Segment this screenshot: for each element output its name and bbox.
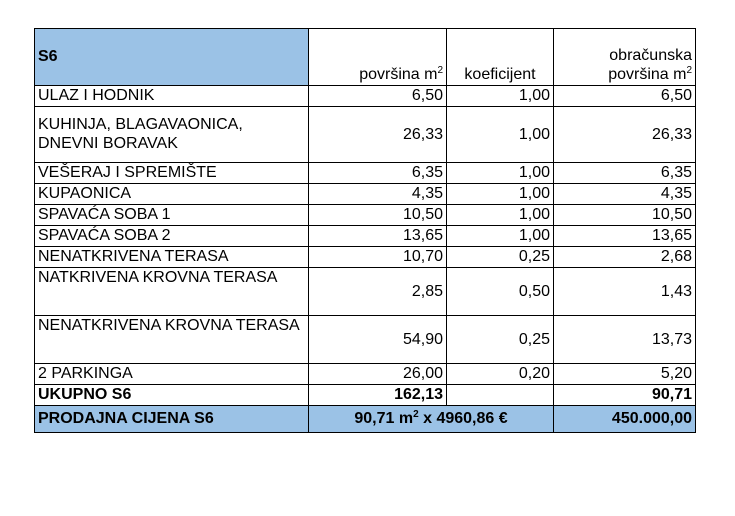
room-coefficient: 0,25	[447, 247, 554, 268]
room-name: SPAVAĆA SOBA 1	[35, 205, 309, 226]
room-name: SPAVAĆA SOBA 2	[35, 226, 309, 247]
room-calculated-area: 6,35	[554, 163, 696, 184]
room-area: 10,50	[309, 205, 447, 226]
room-area: 54,90	[309, 316, 447, 364]
total-row	[35, 385, 696, 406]
room-calculated-area: 5,20	[554, 364, 696, 385]
room-area: 13,65	[309, 226, 447, 247]
room-coefficient: 0,25	[447, 316, 554, 364]
total-area: 162,13	[309, 385, 447, 406]
total-calculated-area: 90,71	[554, 385, 696, 406]
room-name: ULAZ I HODNIK	[35, 86, 309, 107]
room-coefficient: 1,00	[447, 184, 554, 205]
price-row	[35, 406, 696, 433]
room-area: 2,85	[309, 268, 447, 316]
room-coefficient: 0,50	[447, 268, 554, 316]
room-coefficient: 1,00	[447, 226, 554, 247]
room-name: NATKRIVENA KROVNA TERASA	[35, 268, 309, 316]
table-title: S6	[35, 29, 309, 86]
room-coefficient: 0,20	[447, 364, 554, 385]
room-calculated-area: 26,33	[554, 107, 696, 163]
room-calculated-area: 1,43	[554, 268, 696, 316]
room-name: NENATKRIVENA TERASA	[35, 247, 309, 268]
col-header-area: površina $m^2$	[309, 29, 447, 86]
table-row	[35, 107, 696, 163]
room-name: KUPAONICA	[35, 184, 309, 205]
price-value: 450.000,00	[554, 406, 696, 433]
table-row	[35, 268, 696, 316]
room-calculated-area: 6,50	[554, 86, 696, 107]
room-name: VEŠERAJ I SPREMIŠTE	[35, 163, 309, 184]
room-calculated-area: 4,35	[554, 184, 696, 205]
header-row	[35, 29, 696, 86]
room-calculated-area: 10,50	[554, 205, 696, 226]
table-row	[35, 364, 696, 385]
col-header-coefficient: koeficijent	[447, 29, 554, 86]
room-area: 26,33	[309, 107, 447, 163]
room-calculated-area: 2,68	[554, 247, 696, 268]
area-table	[34, 28, 696, 433]
table-row	[35, 316, 696, 364]
room-coefficient: 1,00	[447, 86, 554, 107]
room-calculated-area: 13,65	[554, 226, 696, 247]
table-row	[35, 226, 696, 247]
room-area: 10,70	[309, 247, 447, 268]
room-area: 6,35	[309, 163, 447, 184]
room-coefficient: 1,00	[447, 107, 554, 163]
room-name: KUHINJA, BLAGAVAONICA, DNEVNI BORAVAK	[35, 107, 309, 163]
room-name: NENATKRIVENA KROVNA TERASA	[35, 316, 309, 364]
room-calculated-area: 13,73	[554, 316, 696, 364]
room-area: 6,50	[309, 86, 447, 107]
table-row	[35, 86, 696, 107]
room-area: 26,00	[309, 364, 447, 385]
table-row	[35, 184, 696, 205]
col-header-calculated-area: obračunska površina $m^2$	[554, 29, 696, 86]
room-coefficient: 1,00	[447, 163, 554, 184]
price-label: PRODAJNA CIJENA S6	[35, 406, 309, 433]
room-name: 2 PARKINGA	[35, 364, 309, 385]
table-row	[35, 163, 696, 184]
total-coefficient-empty	[447, 385, 554, 406]
price-formula: 90,71 $m^2$ x 4960,86 €	[309, 406, 554, 433]
room-area: 4,35	[309, 184, 447, 205]
room-coefficient: 1,00	[447, 205, 554, 226]
total-label: UKUPNO S6	[35, 385, 309, 406]
table-row	[35, 205, 696, 226]
table-row	[35, 247, 696, 268]
